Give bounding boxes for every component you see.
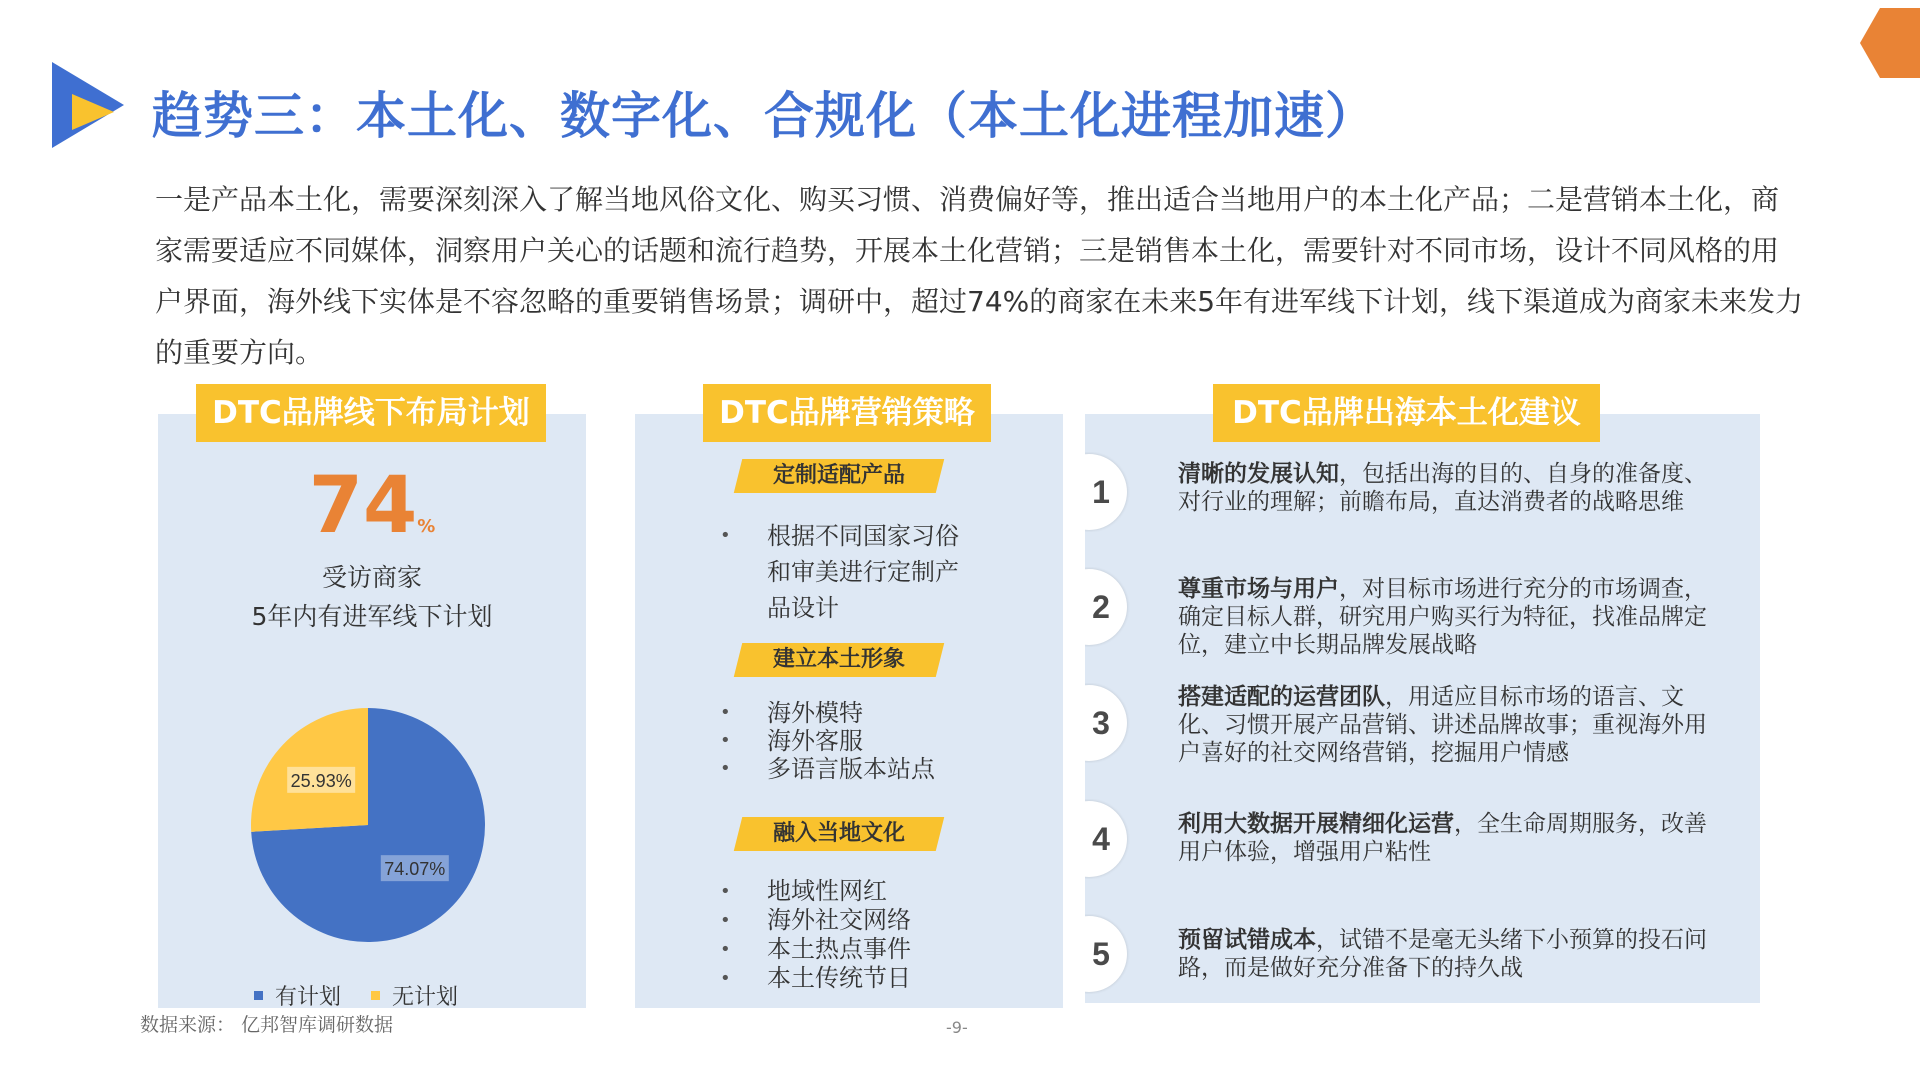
suggestion-bold: 尊重市场与用户	[1178, 576, 1339, 602]
list-item: • 海外模特	[720, 699, 935, 727]
strategy-list-3	[720, 877, 911, 993]
data-source: 数据来源： 亿邦智库调研数据	[140, 1014, 394, 1036]
legend-item-1	[371, 980, 458, 1011]
panel2-title: DTC品牌营销策略	[703, 384, 991, 442]
strategy-list-2	[720, 699, 935, 783]
list-item: • 根据不同国家习俗和审美进行定制产品设计	[720, 518, 960, 626]
tag-local-culture	[738, 817, 940, 851]
tag-local-image	[738, 643, 940, 677]
tag-label: 融入当地文化	[772, 821, 905, 846]
play-logo-icon	[48, 60, 128, 150]
suggestion-bold: 预留试错成本	[1178, 927, 1316, 953]
tag-custom-product	[738, 459, 940, 493]
legend-swatch	[371, 991, 380, 1000]
suggestion-text	[1178, 926, 1708, 982]
intro-paragraph: 一是产品本土化，需要深刻深入了解当地风俗文化、购买习惯、消费偏好等，推出适合当地用户的本土化产品；二是营销本土化，商家需要适应不同媒体，洞察用户关心的话题和流行趋势，开展本土化营销；三是销售本土化，需要针对不同市场，设计不同风格的用户界面，海外线下实体是不容忽略的重要销售场景；调研中，超过74%的商家在未来5年有进军线下计划，线下渠道成为商家未来发力的重要方向。	[155, 183, 1804, 369]
panel1-title: DTC品牌线下布局计划	[196, 384, 546, 442]
suggestion-text	[1178, 683, 1708, 767]
suggestion-bold: 清晰的发展认知	[1178, 461, 1339, 487]
suggestion-bold: 搭建适配的运营团队	[1178, 684, 1385, 710]
pie-chart	[240, 690, 510, 960]
page-number: -9-	[946, 1018, 968, 1037]
suggestion-text	[1178, 810, 1708, 866]
pie-legend	[254, 980, 488, 1011]
big-number-unit: %	[417, 516, 436, 537]
list-item: • 地域性网红	[720, 877, 911, 906]
suggestion-body: ，包括出海的目的、自身的准备度、对行业的理解；前瞻布局，直达消费者的战略思维	[1178, 461, 1707, 515]
pie-label-0: 74.07%	[384, 859, 446, 880]
suggestion-bold: 利用大数据开展精细化运营	[1178, 811, 1454, 837]
suggestion-body: ，试错不是毫无头绪下小预算的投石问路，而是做好充分准备下的持久战	[1178, 927, 1707, 981]
suggestion-body: ，对目标市场进行充分的市场调查，确定目标人群，研究用户购买行为特征，找准品牌定位，建立中长期品牌发展战略	[1178, 576, 1707, 658]
merchant-caption: 受访商家	[321, 563, 422, 592]
list-item: • 本土传统节日	[720, 964, 911, 993]
big-percentage	[158, 462, 586, 571]
legend-label: 无计划	[392, 985, 459, 1010]
suggestion-number: 4	[1092, 821, 1110, 857]
list-item: • 海外社交网络	[720, 906, 911, 935]
list-item: • 本土热点事件	[720, 935, 911, 964]
merchant-subcaption: 5年内有进军线下计划	[251, 602, 493, 631]
suggestion-number: 3	[1092, 705, 1110, 741]
suggestion-text	[1178, 460, 1708, 516]
hexagon-corner-icon	[1860, 8, 1920, 78]
list-item: • 多语言版本站点	[720, 755, 935, 783]
legend-label: 有计划	[275, 985, 342, 1010]
tag-label: 建立本土形象	[772, 647, 905, 672]
suggestion-number: 5	[1092, 936, 1110, 972]
tag-label: 定制适配产品	[772, 463, 905, 488]
suggestion-body: ，全生命周期服务，改善用户体验，增强用户粘性	[1178, 811, 1707, 865]
big-number: 74	[308, 461, 418, 551]
panel3-title: DTC品牌出海本土化建议	[1213, 384, 1600, 442]
legend-item-0	[254, 980, 341, 1011]
suggestion-text	[1178, 575, 1708, 659]
suggestion-body: ，用适应目标市场的语言、文化、习惯开展产品营销、讲述品牌故事；重视海外用户喜好的社交网络营销，挖掘用户情感	[1178, 684, 1707, 766]
page-title: 趋势三：本土化、数字化、合规化（本土化进程加速）	[152, 87, 1376, 145]
list-item: • 海外客服	[720, 727, 935, 755]
legend-swatch	[254, 991, 263, 1000]
suggestion-number: 1	[1092, 474, 1110, 510]
pie-label-1: 25.93%	[290, 770, 352, 791]
strategy-list-1	[720, 518, 960, 626]
suggestion-number: 2	[1092, 589, 1110, 625]
